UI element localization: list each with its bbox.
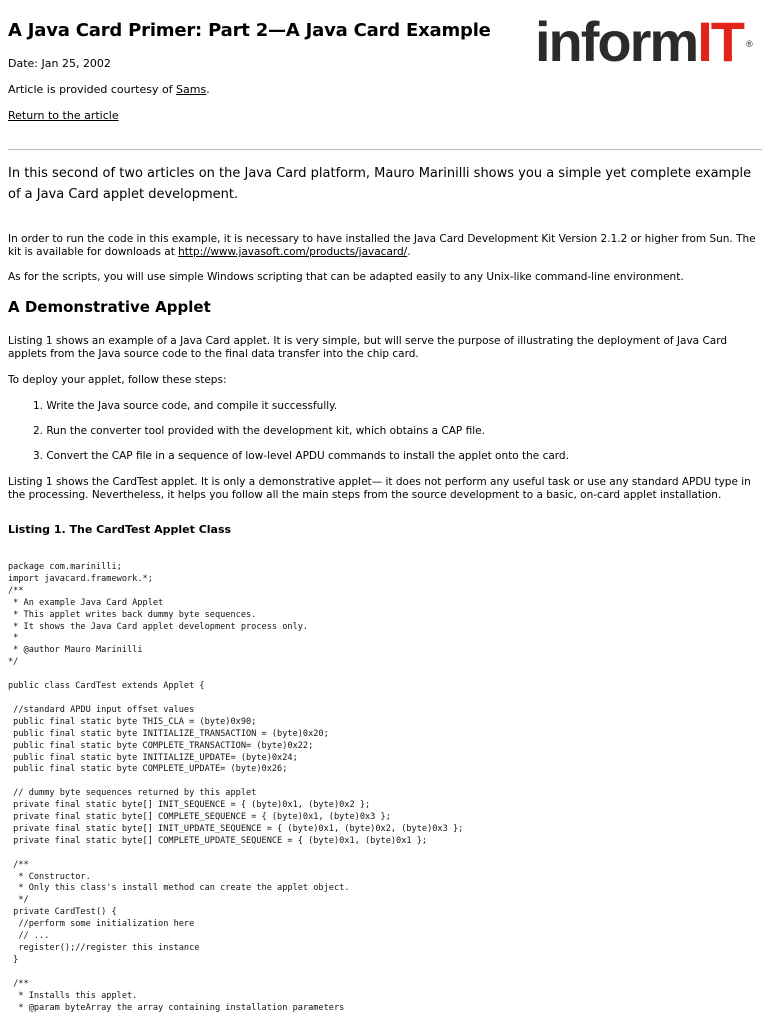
code-listing: package com.marinilli; import javacard.framework.*; /** * An example Java Card Applet * This applet writes back dummy byte sequences. * It shows the Java Card applet development process only. * * @author Mauro Marinilli */ public class CardTest extends Applet { //standard APDU input offset values public final static byte THIS_CLA = (byte)0x90; public final static byte INITIALIZE_TRANSACTION = (byte)0x20; public final static byte COMPLETE_TRANSACTION= (byte)0x22; public final static byte INITIALIZE_UPDATE= (byte)0x24; public final static byte COMPLETE_UPDATE= (byte)0x26; // dummy byte sequences returned by this applet private final static byte[] INIT_SEQUENCE = { (byte)0x1, (byte)0x2 }; private final static byte[] COMPLETE_SEQUENCE = { (byte)0x1, (byte)0x3 }; private final static byte[] INIT_UPDATE_SEQUENCE = { (byte)0x1, (byte)0x2, (byte)0x3 }; private final static byte[] COMPLETE_UPDATE_SEQUENCE = { (byte)0x1, (byte)0x1 }; /** * Constructor. * Only this class's install method can create the applet object. */ private CardTest() { //perform some initialization here // ... register();//register this instance } /** * Installs this applet. * @param byteArray the array containing installation parameters [8,562,464,1013]
header-divider [8,149,762,150]
steps-intro: To deploy your applet, follow these steps: [8,374,227,386]
cardtest-description: Listing 1 shows the CardTest applet. It is only a demonstrative applet— it does not perform any useful task or use any standard APDU type in the processing. Nevertheless, it helps you follow all the main steps from the source development to a basic, on-card applet installation. [8,476,751,501]
listing-title: Listing 1. The CardTest Applet Class [8,523,232,536]
listing-intro-paragraph: Listing 1 shows an example of a Java Card applet. It is very simple, but will serve the purpose of illustrating the deployment of Java Card applets from the Java source code to the final data transfer into the chip card. [8,335,728,360]
logo-text-it: IT [697,10,743,73]
javacard-download-link[interactable]: http://www.javasoft.com/products/javacard/ [178,246,408,258]
page-title: A Java Card Primer: Part 2—A Java Card Example [8,20,491,41]
scripts-paragraph: As for the scripts, you will use simple Windows scripting that can be adapted easily to any Unix-like command-line environment. [8,271,684,283]
step-item: 2. Run the converter tool provided with the development kit, which obtains a CAP file. [33,425,485,437]
sams-link[interactable]: Sams [176,83,207,96]
article-date: Date: Jan 25, 2002 [8,57,111,70]
return-to-article-link[interactable]: Return to the article [8,109,119,122]
logo-text-inform: inform [535,10,698,73]
courtesy-prefix: Article is provided courtesy of [8,83,177,96]
requirements-paragraph [8,233,760,259]
informit-logo[interactable] [535,10,767,73]
step-item: 3. Convert the CAP file in a sequence of low-level APDU commands to install the applet onto the card. [33,450,569,462]
section-heading: A Demonstrative Applet [8,298,211,316]
return-line [8,109,119,122]
courtesy-line [8,83,210,96]
step-item: 1. Write the Java source code, and compile it successfully. [33,400,338,412]
requirements-text: In order to run the code in this example, it is necessary to have installed the Java Card Development Kit Version 2.1.2 or higher from Sun. The kit is available for downloads at [8,233,756,258]
requirements-suffix: . [407,246,411,258]
courtesy-suffix: . [206,83,210,96]
intro-paragraph: In this second of two articles on the Java Card platform, Mauro Marinilli shows you a simple yet complete example of a Java Card applet development. [8,166,752,202]
registered-mark: ® [745,39,753,49]
